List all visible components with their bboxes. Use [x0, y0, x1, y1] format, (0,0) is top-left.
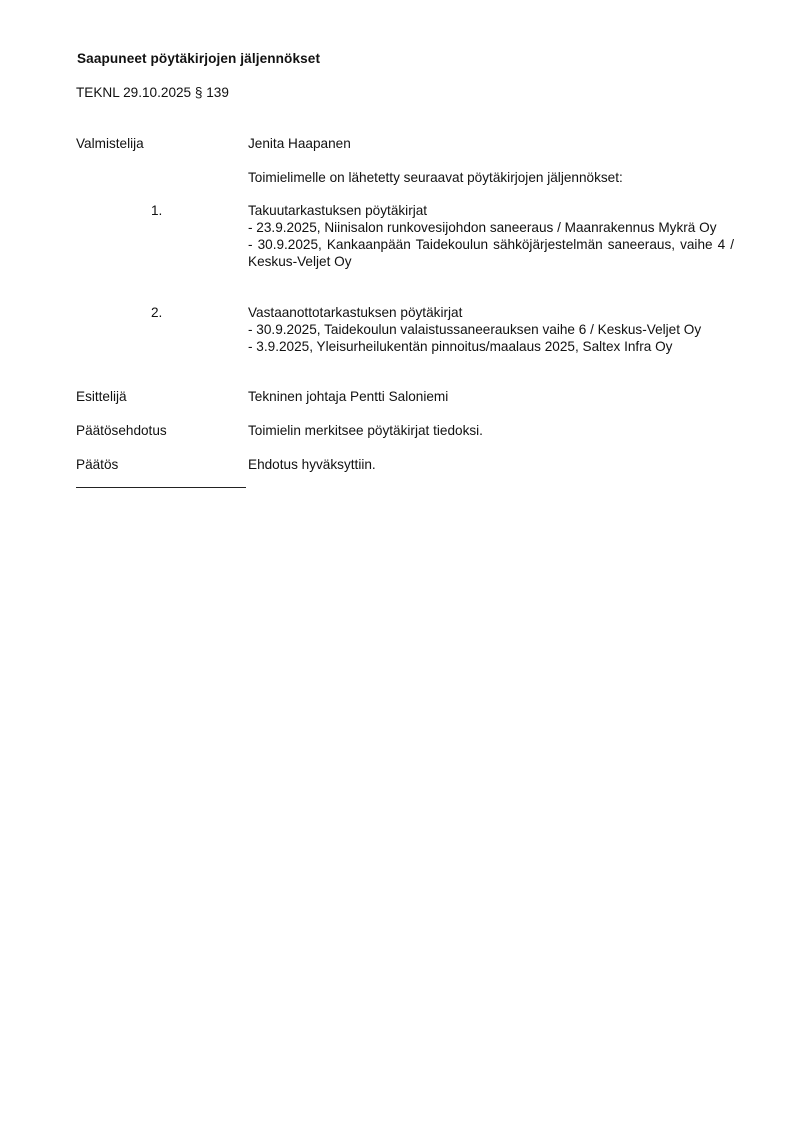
item-content	[248, 202, 734, 270]
presenter-label: Esittelijä	[76, 389, 127, 404]
document-title: Saapuneet pöytäkirjojen jäljennökset	[77, 51, 321, 66]
presenter-value: Tekninen johtaja Pentti Saloniemi	[248, 389, 449, 404]
proposal-value: Toimielin merkitsee pöytäkirjat tiedoksi.	[248, 423, 483, 438]
meeting-reference: TEKNL 29.10.2025 § 139	[76, 85, 229, 100]
section-divider	[76, 487, 246, 488]
item-entry: - 3.9.2025, Yleisurheilukentän pinnoitus/maalaus 2025, Saltex Infra Oy	[248, 339, 673, 354]
preparer-label: Valmistelija	[76, 136, 144, 151]
item-entry: - 30.9.2025, Taidekoulun valaistussaneerauksen vaihe 6 / Keskus-Veljet Oy	[248, 322, 702, 337]
decision-value: Ehdotus hyväksyttiin.	[248, 457, 376, 472]
intro-text: Toimielimelle on lähetetty seuraavat pöytäkirjojen jäljennökset:	[248, 170, 623, 185]
item-content	[248, 304, 734, 355]
decision-label: Päätös	[76, 457, 119, 472]
item-number: 1.	[151, 203, 163, 218]
preparer-value: Jenita Haapanen	[248, 136, 351, 151]
item-heading: Vastaanottotarkastuksen pöytäkirjat	[248, 305, 463, 320]
item-number: 2.	[151, 305, 163, 320]
item-heading: Takuutarkastuksen pöytäkirjat	[248, 203, 428, 218]
item-entry: - 30.9.2025, Kankaanpään Taidekoulun sähköjärjestelmän saneeraus, vaihe 4 / Keskus-Veljet Oy	[248, 237, 734, 269]
item-entry: - 23.9.2025, Niinisalon runkovesijohdon saneeraus / Maanrakennus Mykrä Oy	[248, 220, 717, 235]
proposal-label: Päätösehdotus	[76, 423, 167, 438]
